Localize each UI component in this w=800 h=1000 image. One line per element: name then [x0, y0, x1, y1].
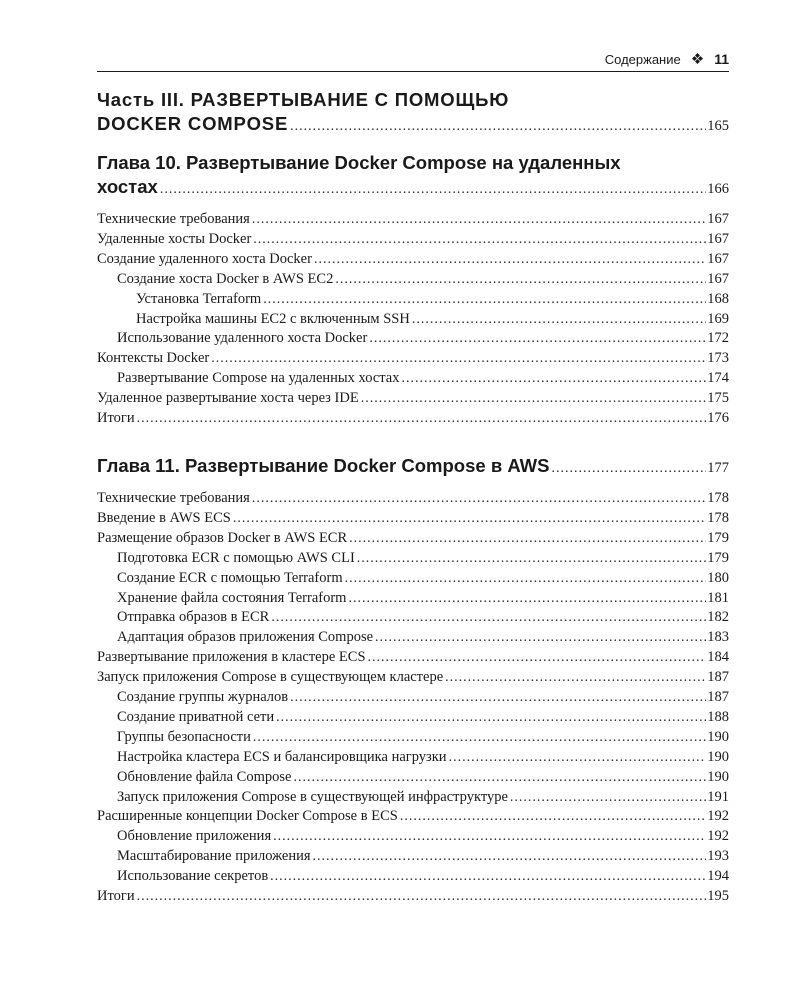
diamond-ornament-icon: ❖ [690, 51, 705, 68]
toc-entry-text: Использование секретов [117, 868, 269, 885]
leader-dots [253, 729, 706, 748]
toc-entry-page: 188 [707, 708, 729, 725]
leader-dots [412, 311, 706, 330]
leader-dots [349, 530, 706, 549]
toc-entry-page: 167 [707, 250, 729, 267]
chapter-10-heading [97, 151, 729, 202]
toc-entry-text: Адаптация образов приложения Compose [117, 629, 374, 646]
leader-dots [276, 709, 706, 728]
toc-entry-text: Итоги [97, 410, 135, 427]
toc-entry-page: 175 [707, 390, 729, 407]
toc-entry-page: 190 [707, 768, 729, 785]
chapter-10-page: 166 [707, 181, 729, 197]
leader-dots [369, 330, 706, 349]
toc-entry-page: 178 [707, 509, 729, 526]
toc-entry [97, 708, 729, 728]
toc-entry [97, 887, 729, 907]
toc-entry-text: Удаленное развертывание хоста через IDE [97, 390, 359, 407]
leader-dots [137, 888, 707, 907]
toc-entry-text: Запуск приложения Compose в существующей инфраструктуре [117, 788, 508, 805]
toc-entry-text: Обновление файла Compose [117, 768, 292, 785]
header-rule [97, 71, 729, 72]
toc-entry [97, 250, 729, 270]
leader-dots [293, 769, 706, 788]
toc-entry-text: Создание ECR с помощью Terraform [117, 569, 343, 586]
toc-entry [97, 349, 729, 369]
chapter-11-title: Глава 11. Развертывание Docker Compose в AWS [97, 454, 550, 476]
toc-entry-text: Настройка машины EC2 с включенным SSH [136, 310, 410, 327]
leader-dots [375, 629, 706, 648]
toc-entry [97, 847, 729, 867]
leader-dots [445, 669, 706, 688]
leader-dots [314, 251, 706, 270]
leader-dots [211, 350, 706, 369]
toc-entry [97, 748, 729, 768]
toc-entry-text: Итоги [97, 888, 135, 905]
chapter-11-heading [97, 454, 729, 481]
chapter-10-title-line1: Глава 10. Развертывание Docker Compose на удаленных [97, 152, 621, 173]
leader-dots [290, 115, 706, 139]
toc-entry-page: 173 [707, 350, 729, 367]
toc-entry-text: Технические требования [97, 489, 250, 506]
toc-entry [97, 768, 729, 788]
leader-dots [253, 231, 706, 250]
part-heading [97, 88, 729, 139]
toc-entry-text: Настройка кластера ECS и балансировщика нагрузки [117, 748, 447, 765]
leader-dots [348, 590, 706, 609]
leader-dots [290, 689, 706, 708]
toc-entry-text: Создание хоста Docker в AWS EC2 [117, 270, 334, 287]
leader-dots [510, 789, 706, 808]
toc-entry [97, 489, 729, 509]
toc-entry-text: Хранение файла состояния Terraform [117, 589, 347, 606]
leader-dots [345, 570, 707, 589]
chapter-11-entries [97, 489, 729, 907]
toc-entry-text: Удаленные хосты Docker [97, 230, 252, 247]
toc-entry-page: 194 [707, 868, 729, 885]
toc-entry [97, 827, 729, 847]
leader-dots [402, 370, 707, 389]
toc-entry-text: Развертывание Compose на удаленных хостах [117, 370, 400, 387]
chapter-11-page: 177 [707, 459, 729, 476]
toc-entry-page: 192 [707, 828, 729, 845]
toc-entry-text: Отправка образов в ECR [117, 609, 270, 626]
toc-entry-page: 190 [707, 728, 729, 745]
leader-dots [357, 550, 706, 569]
toc-entry-page: 192 [707, 808, 729, 825]
toc-entry-text: Создание группы журналов [117, 689, 289, 706]
toc-entry-text: Введение в AWS ECS [97, 509, 231, 526]
toc-entry-page: 187 [707, 669, 729, 686]
toc-entry [97, 270, 729, 290]
page-number: 11 [714, 51, 729, 67]
toc-entry-page: 190 [707, 748, 729, 765]
toc-entry-page: 167 [707, 230, 729, 247]
leader-dots [270, 868, 706, 887]
toc-entry [97, 529, 729, 549]
leader-dots [400, 808, 706, 827]
toc-entry-text: Создание приватной сети [117, 708, 275, 725]
leader-dots [137, 410, 707, 429]
toc-entry-text: Создание удаленного хоста Docker [97, 250, 312, 267]
toc-entry-page: 179 [707, 549, 729, 566]
leader-dots [449, 749, 707, 768]
toc-entry-text: Группы безопасности [117, 728, 251, 745]
leader-dots [252, 490, 706, 509]
leader-dots [551, 457, 706, 481]
running-header [97, 48, 729, 70]
toc-entry-page: 167 [707, 270, 729, 287]
toc-entry-text: Подготовка ECR с помощью AWS CLI [117, 549, 355, 566]
toc-entry [97, 230, 729, 250]
part-title-line2: DOCKER COMPOSE [97, 113, 289, 134]
leader-dots [252, 211, 706, 230]
leader-dots [160, 178, 706, 202]
toc-entry-page: 193 [707, 848, 729, 865]
toc-entry-page: 191 [707, 788, 729, 805]
toc-entry-page: 187 [707, 689, 729, 706]
toc-entry [97, 728, 729, 748]
leader-dots [361, 390, 707, 409]
toc-entry-page: 178 [707, 489, 729, 506]
chapter-10-title-line2: хостах [97, 176, 158, 197]
leader-dots [233, 510, 706, 529]
toc-entry-page: 183 [707, 629, 729, 646]
toc-entry-page: 184 [707, 649, 729, 666]
leader-dots [313, 848, 707, 867]
toc-entry [97, 628, 729, 648]
toc-entry-page: 179 [707, 529, 729, 546]
toc-entry [97, 549, 729, 569]
toc-entry-text: Расширенные концепции Docker Compose в ECS [97, 808, 398, 825]
toc-entry [97, 589, 729, 609]
toc-entry [97, 807, 729, 827]
toc-entry [97, 867, 729, 887]
toc-entry-page: 180 [707, 569, 729, 586]
toc-entry-page: 169 [707, 310, 729, 327]
toc-entry [97, 210, 729, 230]
toc-entry-text: Развертывание приложения в кластере ECS [97, 649, 366, 666]
part-page: 165 [707, 118, 729, 134]
toc-entry-text: Обновление приложения [117, 828, 272, 845]
part-title-line1: Часть III. РАЗВЕРТЫВАНИЕ С ПОМОЩЬЮ [97, 89, 510, 110]
toc-entry-page: 167 [707, 211, 729, 227]
toc-entry [97, 688, 729, 708]
leader-dots [368, 649, 707, 668]
toc-entry [97, 329, 729, 349]
toc-entry [97, 409, 729, 429]
toc-entry [97, 310, 729, 330]
toc-entry-text: Установка Terraform [136, 290, 262, 307]
toc-entry-page: 176 [707, 410, 729, 427]
toc-entry [97, 290, 729, 310]
toc-entry-page: 195 [707, 888, 729, 905]
running-header-section: Содержание [604, 51, 681, 67]
toc-entry-text: Контексты Docker [97, 350, 210, 367]
toc-entry-page: 172 [707, 330, 729, 347]
toc-entry-text: Размещение образов Docker в AWS ECR [97, 529, 348, 546]
toc-entry-text: Использование удаленного хоста Docker [117, 330, 368, 347]
toc-entry [97, 569, 729, 589]
toc-entry [97, 668, 729, 688]
toc-entry-text: Запуск приложения Compose в существующем кластере [97, 669, 444, 686]
toc-entry-text: Технические требования [97, 211, 250, 227]
toc-entry [97, 788, 729, 808]
toc-entry-page: 182 [707, 609, 729, 626]
toc-entry [97, 369, 729, 389]
leader-dots [273, 828, 706, 847]
leader-dots [335, 271, 706, 290]
toc-entry [97, 509, 729, 529]
toc-entry-page: 181 [707, 589, 729, 606]
toc-entry-page: 168 [707, 290, 729, 307]
leader-dots [263, 291, 706, 310]
toc-entry [97, 389, 729, 409]
toc-entry-page: 174 [707, 370, 729, 387]
toc-entry [97, 648, 729, 668]
toc-entry [97, 608, 729, 628]
chapter-10-entries [97, 210, 729, 429]
leader-dots [271, 609, 706, 628]
table-of-contents [97, 88, 729, 907]
toc-entry-text: Масштабирование приложения [117, 848, 311, 865]
